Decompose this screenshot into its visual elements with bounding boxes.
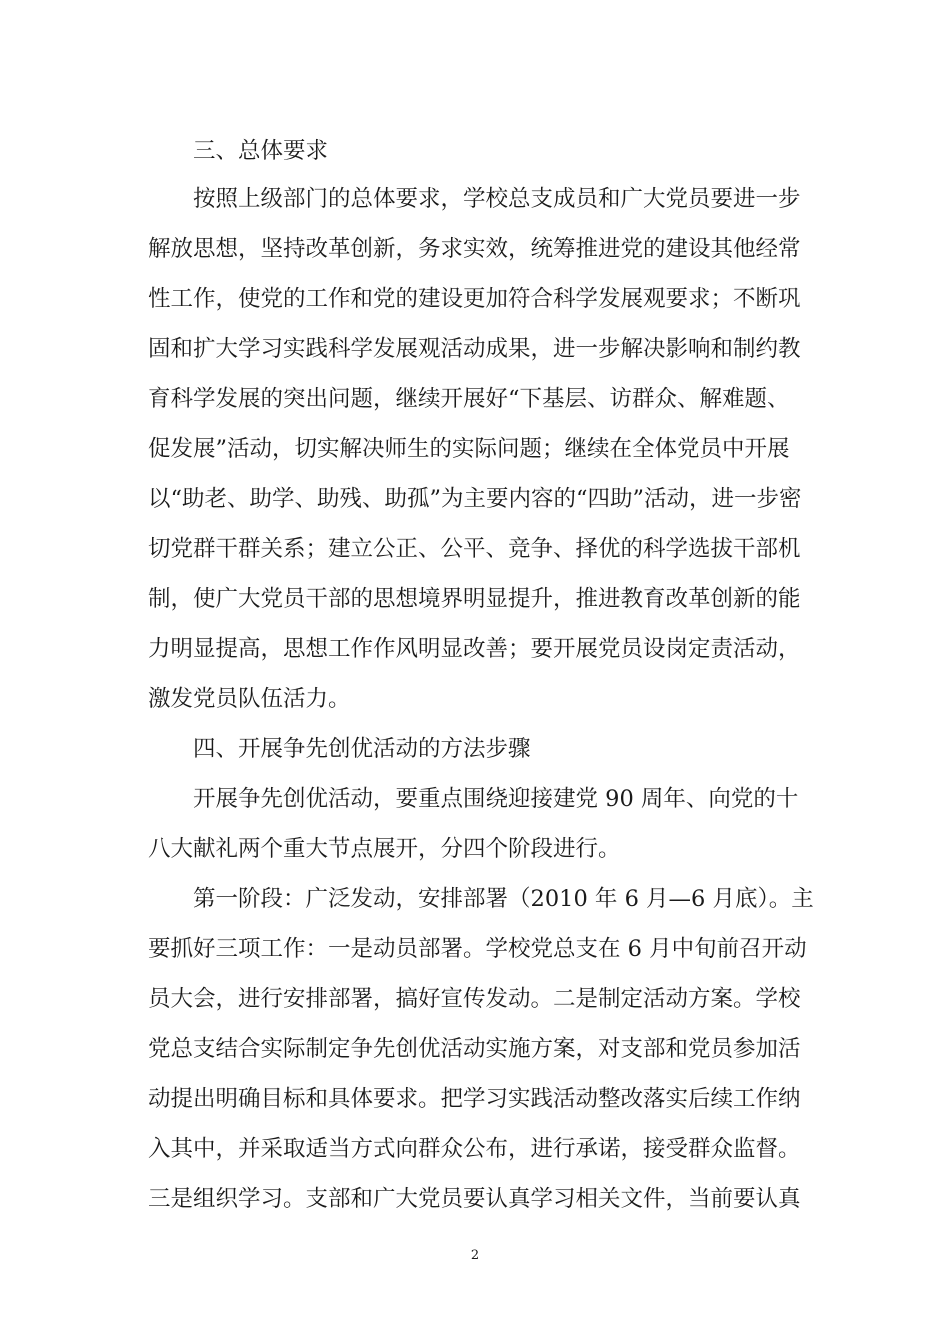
text-line: 入其中，并采取适当方式向群众公布，进行承诺，接受群众监督。 xyxy=(148,1136,801,1162)
text-line: 以“助老、助学、助残、助孤”为主要内容的“四助”活动，进一步密 xyxy=(148,486,802,512)
text-line: 要抓好三项工作：一是动员部署。学校党总支在 6 月中旬前召开动 xyxy=(148,936,807,962)
section-heading: 三、总体要求 xyxy=(148,138,329,164)
text-line: 动提出明确目标和具体要求。把学习实践活动整改落实后续工作纳 xyxy=(148,1086,801,1112)
text-line: 切党群干群关系；建立公正、公平、竞争、择优的科学选拔干部机 xyxy=(148,536,801,562)
text-line: 力明显提高，思想工作作风明显改善；要开展党员设岗定责活动， xyxy=(148,636,801,662)
text-line: 激发党员队伍活力。 xyxy=(148,686,351,712)
text-line: 性工作，使党的工作和党的建设更加符合科学发展观要求；不断巩 xyxy=(148,286,801,312)
text-line: 党总支结合实际制定争先创优活动实施方案，对支部和党员参加活 xyxy=(148,1036,801,1062)
text-line: 解放思想，坚持改革创新，务求实效，统筹推进党的建设其他经常 xyxy=(148,236,801,262)
text-line: 员大会，进行安排部署，搞好宣传发动。二是制定活动方案。学校 xyxy=(148,986,801,1012)
section-heading: 四、开展争先创优活动的方法步骤 xyxy=(148,736,531,762)
text-line: 三是组织学习。支部和广大党员要认真学习相关文件，当前要认真 xyxy=(148,1186,801,1212)
text-line: 固和扩大学习实践科学发展观活动成果，进一步解决影响和制约教 xyxy=(148,336,801,362)
text-line: 八大献礼两个重大节点展开，分四个阶段进行。 xyxy=(148,836,621,862)
text-line: 按照上级部门的总体要求，学校总支成员和广大党员要进一步 xyxy=(148,186,801,212)
text-line: 促发展”活动，切实解决师生的实际问题；继续在全体党员中开展 xyxy=(148,436,790,462)
text-line: 开展争先创优活动，要重点围绕迎接建党 90 周年、向党的十 xyxy=(148,786,799,812)
text-line: 育科学发展的突出问题，继续开展好“下基层、访群众、解难题、 xyxy=(148,386,790,412)
text-line: 第一阶段：广泛发动，安排部署（2010 年 6 月—6 月底）。主 xyxy=(148,886,814,912)
page-number: 2 xyxy=(470,1248,480,1263)
text-line: 制，使广大党员干部的思想境界明显提升，推进教育改革创新的能 xyxy=(148,586,801,612)
